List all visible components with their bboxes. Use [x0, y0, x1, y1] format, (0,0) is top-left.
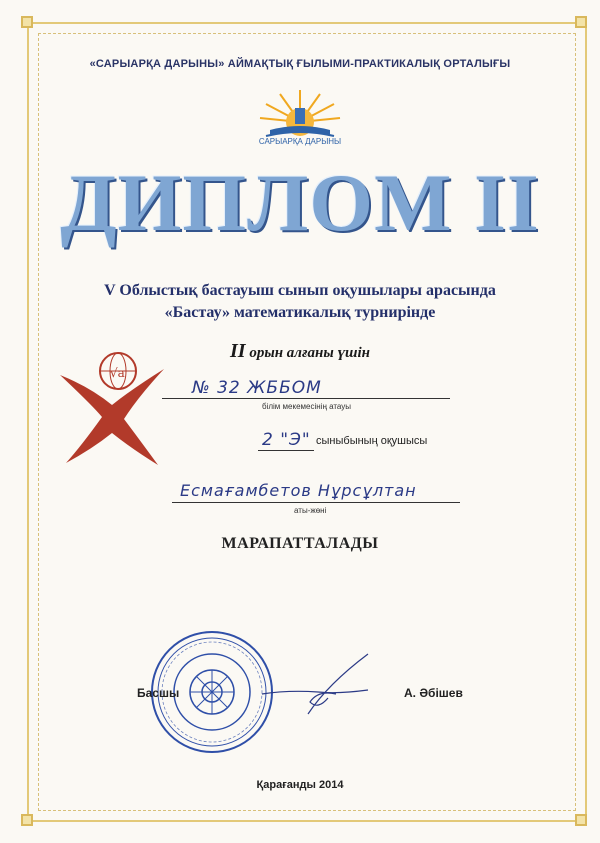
student-caption: аты-жөні — [294, 506, 327, 515]
frame-corner — [21, 16, 33, 28]
frame-corner — [575, 814, 587, 826]
head-label: Басшы — [137, 686, 180, 700]
handwritten-signature — [258, 650, 378, 720]
school-line — [162, 398, 450, 399]
student-name-value: Есмағамбетов Нұрсұлтан — [180, 481, 417, 500]
student-line — [172, 502, 460, 503]
svg-text:√a: √a — [110, 366, 125, 380]
frame-corner — [21, 814, 33, 826]
school-caption: білім мекемесінің атауы — [262, 402, 352, 411]
diploma-title: ДИПЛОМ II — [60, 157, 540, 248]
tournament-emblem — [52, 345, 172, 475]
organization-name: «САРЫАРҚА ДАРЫНЫ» АЙМАҚТЫҚ ҒЫЛЫМИ-ПРАКТИКАЛЫҚ ОРТАЛЫҒЫ — [89, 58, 511, 70]
footer-place-year: Қарағанды 2014 — [256, 779, 344, 791]
event-subtitle-line1: V Облыстық бастауыш сынып оқушылары арасында — [104, 282, 496, 299]
grade-label: сыныбының оқушысы — [316, 435, 428, 447]
head-name: А. Әбішев — [404, 686, 463, 700]
event-subtitle-line2: «Бастау» математикалық турнирінде — [164, 304, 436, 321]
grade-line — [258, 450, 314, 451]
place-text: орын алғаны үшін — [249, 345, 371, 361]
logo-caption: САРЫАРҚА ДАРЫНЫ — [258, 137, 342, 146]
place-numeral: II — [229, 340, 246, 362]
frame-corner — [575, 16, 587, 28]
award-text: МАРАПАТТАЛАДЫ — [221, 535, 379, 552]
grade-value: 2 "Э" — [262, 430, 311, 450]
school-value: № 32 ЖББОМ — [192, 378, 322, 398]
